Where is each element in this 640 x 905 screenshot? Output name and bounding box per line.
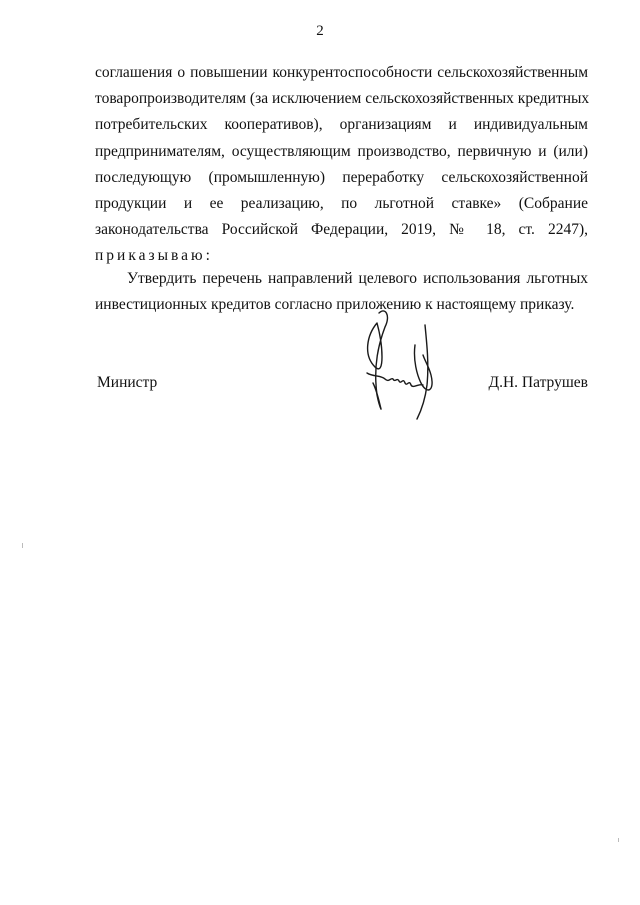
text-line: законодательства Российской Федерации, 2019, № 18, ст. 2247),	[95, 221, 588, 239]
text-line: Утвердить перечень направлений целевого использования льготных	[127, 270, 588, 287]
signature-block	[97, 370, 588, 396]
text-line: потребительских кооперативов), организациям и индивидуальным	[95, 116, 588, 134]
scan-speck	[22, 543, 23, 548]
scan-speck	[618, 838, 619, 842]
handwritten-signature	[355, 305, 445, 425]
signatory-name: Д.Н. Патрушев	[488, 374, 588, 391]
text-line: соглашения о повышении конкурентоспособности сельскохозяйственным	[95, 64, 588, 81]
order-word: приказываю:	[95, 247, 213, 265]
paragraph-continuation	[95, 60, 588, 270]
text-line: продукции и ее реализацию, по льготной ставке» (Собрание	[95, 194, 588, 212]
text-line: последующую (промышленную) переработку сельскохозяйственной	[95, 168, 588, 186]
text-line: товаропроизводителям (за исключением сельскохозяйственных кредитных	[95, 90, 590, 108]
approval-paragraph	[95, 266, 588, 318]
page-number: 2	[316, 23, 324, 39]
signatory-title: Министр	[97, 374, 158, 391]
text-line: предпринимателям, осуществляющим производство, первичную и (или)	[95, 142, 588, 160]
text-line: инвестиционных кредитов согласно приложению к настоящему приказу.	[95, 296, 575, 314]
